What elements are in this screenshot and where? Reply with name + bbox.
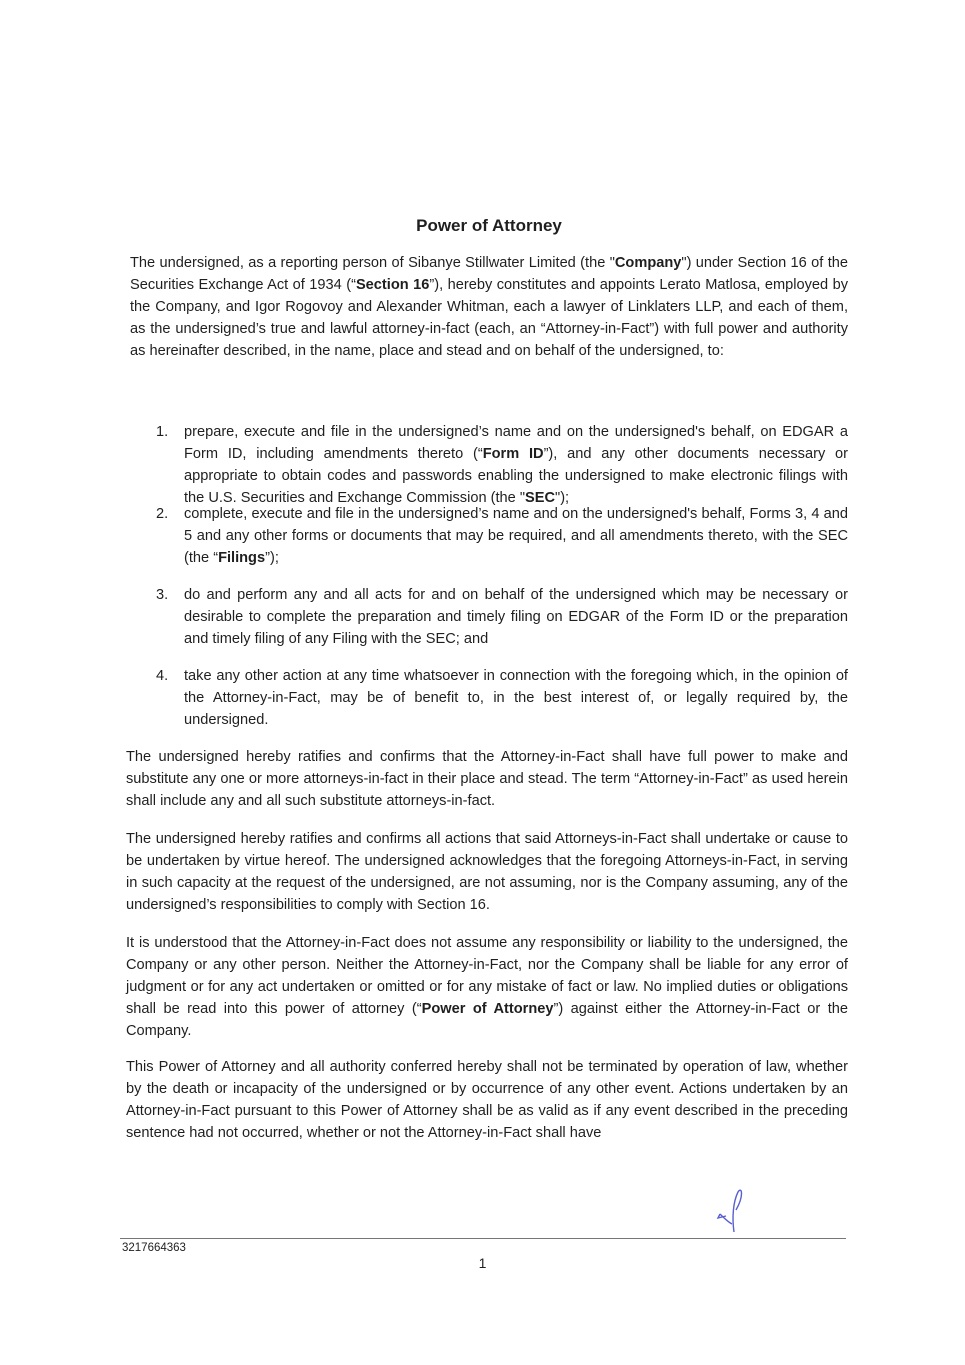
list-item-text xyxy=(184,421,848,509)
list-item xyxy=(156,503,848,569)
text-run: complete, execute and file in the undersigned’s name and on the undersigned's behalf, Forms 3, 4 and 5 and any other forms or documents that may be required, and all amendments thereto, with the SEC (the “ xyxy=(184,506,848,566)
list-item-text xyxy=(184,584,848,650)
list-number: 2. xyxy=(156,506,169,522)
footer-divider xyxy=(120,1238,846,1239)
list-item xyxy=(156,665,848,731)
list-number: 4. xyxy=(156,668,169,684)
text-run: The undersigned hereby ratifies and confirms all actions that said Attorneys-in-Fact shall undertake or cause to be undertaken by virtue hereof. The undersigned acknowledges that the foregoing Attorneys-in-Fact, in serving in such capacity at the request of the undersigned, are not assuming, nor is the Company assuming, any of the undersigned’s responsibilities to comply with Section 16. xyxy=(126,831,848,913)
text-run: The undersigned, as a reporting person of Sibanye Stillwater Limited (the " xyxy=(130,255,615,271)
text-run: do and perform any and all acts for and on behalf of the undersigned which may be necessary or desirable to complete the preparation and timely filing on EDGAR of the Form ID or the preparation and timely filing of any Filing with the SEC; and xyxy=(184,587,848,647)
defined-term: Form ID xyxy=(482,446,544,462)
document-title: Power of Attorney xyxy=(416,216,562,235)
list-item xyxy=(156,421,848,509)
list-number: 3. xyxy=(156,587,169,603)
list-item xyxy=(156,584,848,650)
body-paragraph xyxy=(126,746,848,812)
text-run: ”) against either the Attorney-in-Fact or the Company. xyxy=(126,1001,848,1039)
defined-term: Company xyxy=(614,255,682,271)
page-number: 1 xyxy=(478,1255,487,1271)
text-run: take any other action at any time whatsoever in connection with the foregoing which, in the opinion of the Attorney-in-Fact, may be of benefit to, in the best interest of, or legally required by, the undersigned. xyxy=(184,668,848,728)
body-paragraph xyxy=(126,1056,848,1144)
body-paragraph xyxy=(126,932,848,1042)
defined-term: Section 16 xyxy=(355,277,430,293)
text-run: ”); xyxy=(265,550,279,566)
list-item-text xyxy=(184,503,848,569)
text-run: "); xyxy=(555,490,570,506)
text-run: This Power of Attorney and all authority conferred hereby shall not be terminated by operation of law, whether by the death or incapacity of the undersigned or by occurrence of any other event. Actions undertaken by an Attorney-in-Fact pursuant to this Power of Attorney shall be as valid as if any event described in the preceding sentence had not occurred, whether or not the Attorney-in-Fact shall have xyxy=(126,1059,848,1141)
list-number: 1. xyxy=(156,424,169,440)
defined-term: Filings xyxy=(218,550,266,566)
body-paragraph xyxy=(126,828,848,916)
document-id: 3217664363 xyxy=(122,1242,186,1254)
text-run: The undersigned hereby ratifies and confirms that the Attorney-in-Fact shall have full power to make and substitute any one or more attorneys-in-fact in their place and stead. The term “Attorney-in-Fact” as used herein shall include any and all such substitute attorneys-in-fact. xyxy=(126,749,848,809)
defined-term: Power of Attorney xyxy=(421,1001,554,1017)
text-run: ”), hereby constitutes and appoints Lerato Matlosa, employed by the Company, and Igor Rogovoy and Alexander Whitman, each a lawyer of Linklaters LLP, and each of them, as the undersigned’s true and lawful attorney-in-fact (each, an “Attorney-in-Fact”) with full power and authority as hereinafter described, in the name, place and stead and on behalf of the undersigned, to: xyxy=(130,277,848,359)
text-run: It is understood that the Attorney-in-Fact does not assume any responsibility or liability to the undersigned, the Company or any other person. Neither the Attorney-in-Fact, nor the Company shall be liable for any error of judgment or for any act undertaken or omitted or for any mistake of fact or law. No implied duties or obligations shall be read into this power of attorney (“ xyxy=(126,935,848,1017)
intro-paragraph xyxy=(130,252,848,362)
defined-term: SEC xyxy=(525,490,556,506)
text-run: prepare, execute and file in the undersigned’s name and on the undersigned's behalf, on EDGAR a Form ID, including amendments thereto (“ xyxy=(184,424,848,462)
signature-initials xyxy=(712,1188,752,1239)
list-item-text xyxy=(184,665,848,731)
text-run: ") under Section 16 of the Securities Exchange Act of 1934 (“ xyxy=(130,255,848,293)
text-run: ”), and any other documents necessary or appropriate to obtain codes and passwords enabling the undersigned to make electronic filings with the U.S. Securities and Exchange Commission (the " xyxy=(184,446,849,506)
